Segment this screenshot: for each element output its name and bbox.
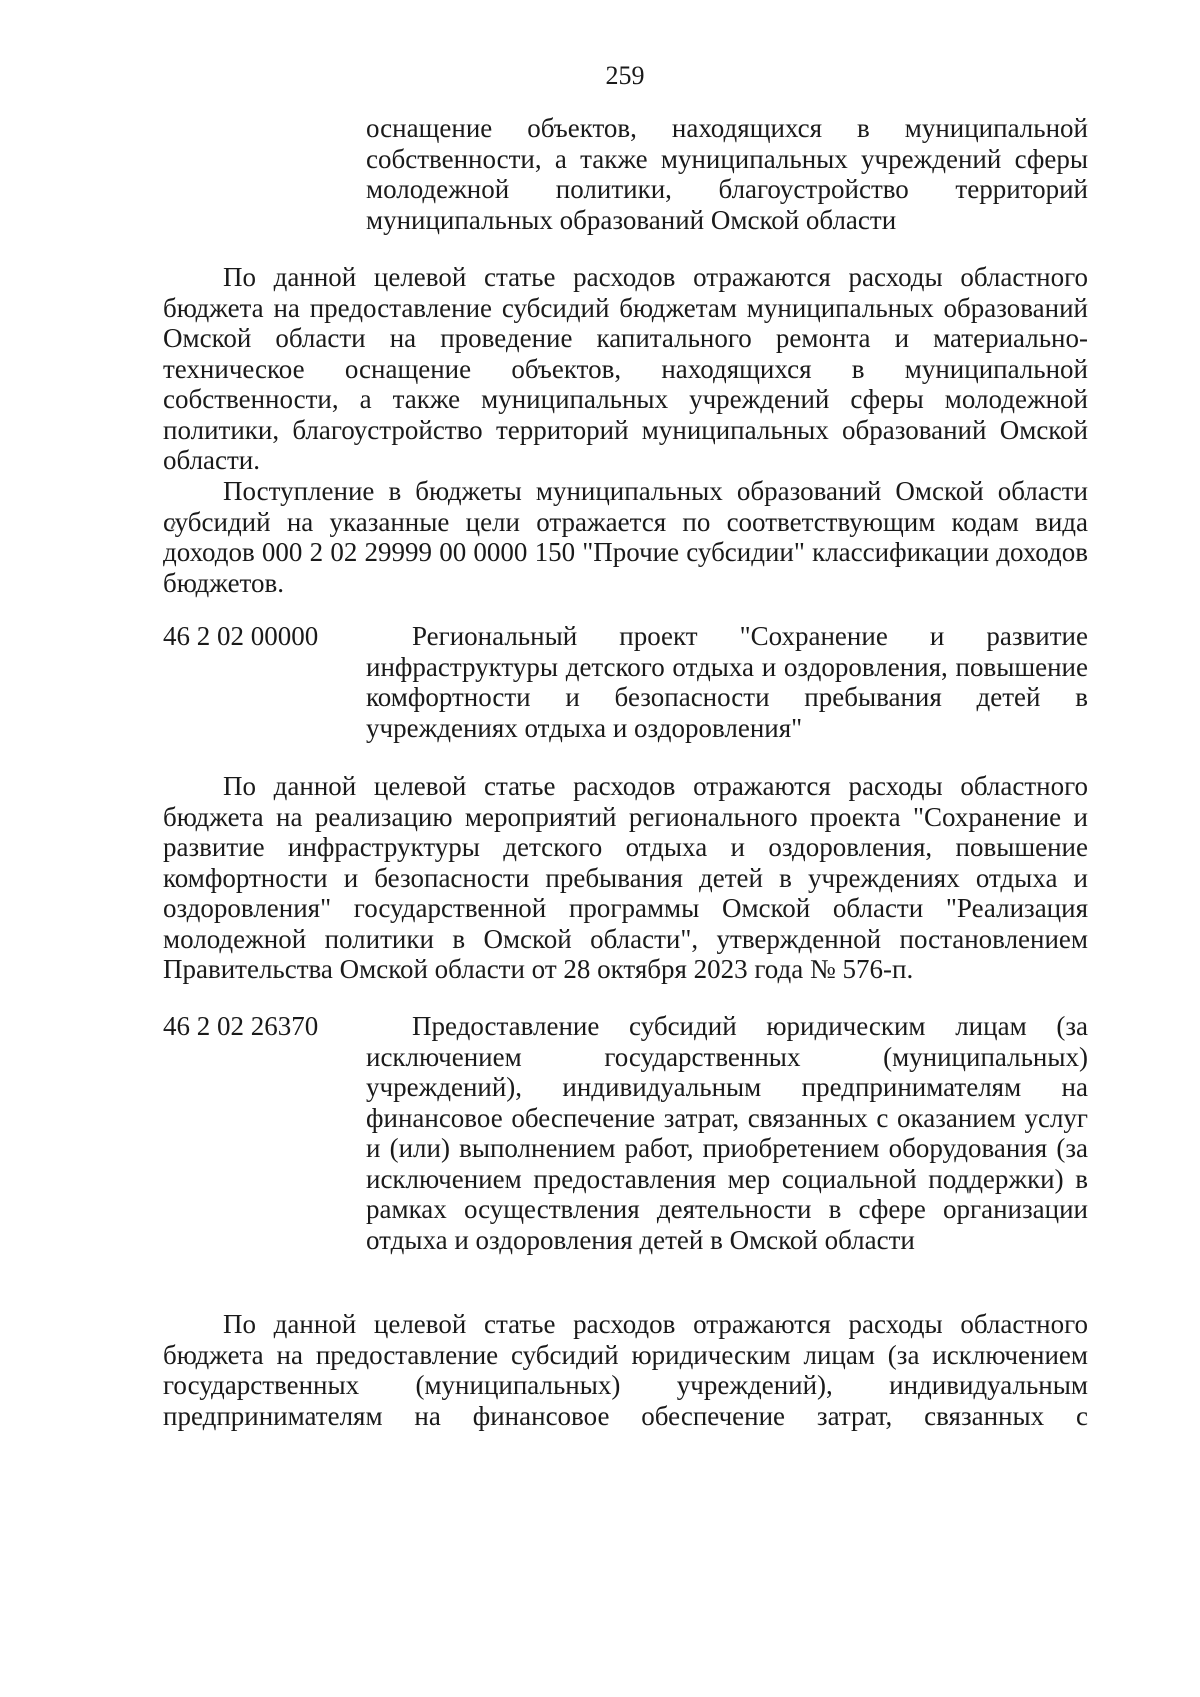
continued-heading-text: оснащение объектов, находящихся в муниципальной собственности, а также муниципальных учреждений сферы молодежной политики, благоустройство территорий муниципальных образований Омской области [366, 113, 1088, 235]
continued-heading [366, 113, 1088, 235]
entry-title-2 [366, 1011, 1088, 1255]
budget-code-1: 46 2 02 00000 [163, 621, 319, 651]
paragraph-description-3: По данной целевой статье расходов отражаются расходы областного бюджета на предоставление субсидий юридическим лицам (за исключением государственных (муниципальных) учреждений), индивидуальным предпринимателям на финансовое обеспечение затрат, связанных с [163, 1309, 1088, 1431]
paragraph-revenue-codes: Поступление в бюджеты муниципальных образований Омской области субсидий на указанные цели отражается по соответствующим кодам вида доходов 000 2 02 29999 00 0000 150 "Прочие субсидии" классификации доходов бюджетов. [163, 476, 1088, 598]
page-number: 259 [605, 61, 645, 90]
entry-title-1-text: Региональный проект "Сохранение и развитие инфраструктуры детского отдыха и оздоровления, повышение комфортности и безопасности пребывания детей в учреждениях отдыха и оздоровления" [366, 621, 1088, 743]
paragraph-description-1: По данной целевой статье расходов отражаются расходы областного бюджета на предоставление субсидий бюджетам муниципальных образований Омской области на проведение капитального ремонта и материально-техническое оснащение объектов, находящихся в муниципальной собственности, а также муниципальных учреждений сферы молодежной политики, благоустройство территорий муниципальных образований Омской области. [163, 262, 1088, 475]
entry-title-2-text: Предоставление субсидий юридическим лицам (за исключением государственных (муниципальных) учреждений), индивидуальным предпринимателям на финансовое обеспечение затрат, связанных с оказанием услуг и (или) выполнением работ, приобретением оборудования (за исключением предоставления мер социальной поддержки) в рамках осуществления деятельности в сфере организации отдыха и оздоровления детей в Омской области [366, 1011, 1088, 1255]
budget-code-2: 46 2 02 26370 [163, 1011, 319, 1041]
entry-title-1 [366, 621, 1088, 743]
paragraph-description-2: По данной целевой статье расходов отражаются расходы областного бюджета на реализацию мероприятий регионального проекта "Сохранение и развитие инфраструктуры детского отдыха и оздоровления, повышение комфортности и безопасности пребывания детей в учреждениях отдыха и оздоровления" государственной программы Омской области "Реализация молодежной политики в Омской области", утвержденной постановлением Правительства Омской области от 28 октября 2023 года № 576-п. [163, 771, 1088, 984]
